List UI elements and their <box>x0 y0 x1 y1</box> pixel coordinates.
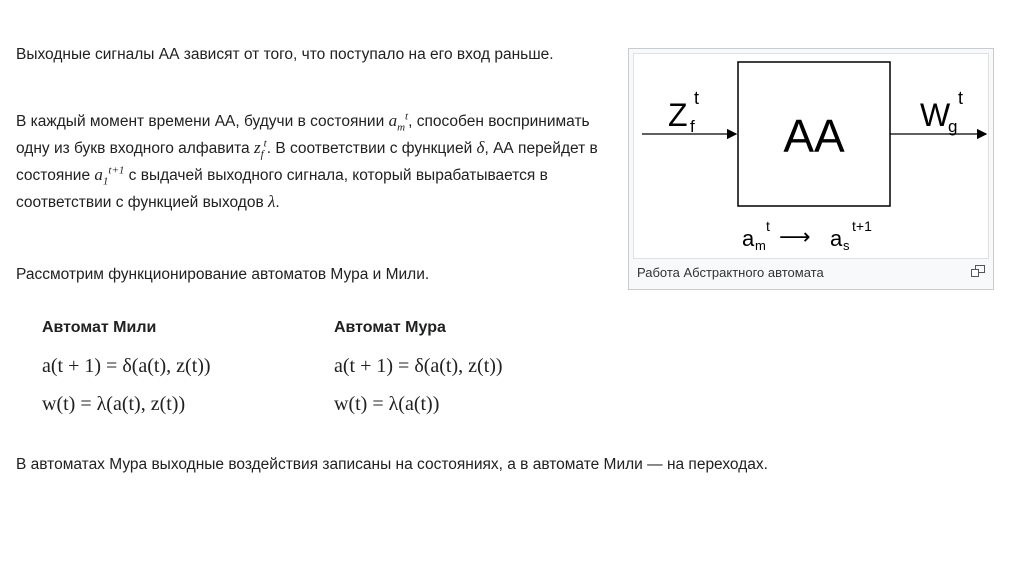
paragraph-intro: Выходные сигналы АА зависят от того, что поступало на его вход раньше. <box>16 46 554 63</box>
text-segment: . <box>275 194 280 211</box>
paragraph-conclusion: В автоматах Мура выходные воздействия записаны на состояниях, а в автомате Мили — на переходах. <box>16 456 768 473</box>
text-segment: с выдачей выходного сигнала, который вырабатывается в соответствии с функцией выходов <box>16 167 548 211</box>
output-label: W <box>920 97 951 133</box>
state-to: a <box>830 226 843 251</box>
math-input-zf: $z_f^t$ <box>253 137 267 161</box>
mealy-output-formula: w(t) = λ(a(t), z(t)) <box>42 393 186 415</box>
magnify-icon[interactable] <box>971 265 985 277</box>
output-sup: t <box>958 88 964 108</box>
text-segment: . В соответствии с функцией <box>266 140 477 157</box>
text-segment: , АА перейдет в состояние <box>16 140 598 184</box>
state-from-sub: m <box>755 238 766 253</box>
moore-title: Автомат Мура <box>334 319 446 336</box>
state-to-sub: s <box>843 238 850 253</box>
math-lambda: λ <box>268 192 276 211</box>
state-arrow: ⟶ <box>779 224 811 249</box>
paragraph-state-description <box>16 108 606 216</box>
state-from: a <box>742 226 755 251</box>
automaton-diagram <box>634 54 988 258</box>
text-segment: , способен воспринимать одну из букв входного алфавита <box>16 113 590 157</box>
math-state-a1: $a_1^{t+1}$ <box>94 164 125 188</box>
box-label: AA <box>783 110 845 162</box>
figure-thumbnail[interactable] <box>628 48 994 290</box>
math-delta: δ <box>476 138 485 157</box>
input-label: Z <box>668 97 688 133</box>
moore-output-formula: w(t) = λ(a(t)) <box>334 393 440 415</box>
figure-caption: Работа Абстрактного автомата <box>637 265 824 280</box>
output-sub: g <box>948 117 958 136</box>
state-to-sup: t+1 <box>852 218 872 234</box>
paragraph-consider: Рассмотрим функционирование автоматов Мура и Мили. <box>16 266 430 283</box>
state-from-sup: t <box>766 218 770 234</box>
math-state-am: $a_m^t$ <box>388 110 409 134</box>
input-sub: f <box>690 117 695 136</box>
text-segment: В каждый момент времени АА, будучи в состоянии <box>16 113 389 130</box>
input-sup: t <box>694 88 700 108</box>
mealy-transition-formula: a(t + 1) = δ(a(t), z(t)) <box>42 355 211 377</box>
moore-transition-formula: a(t + 1) = δ(a(t), z(t)) <box>334 355 503 377</box>
mealy-title: Автомат Мили <box>42 319 157 336</box>
figure-image[interactable] <box>633 53 989 259</box>
